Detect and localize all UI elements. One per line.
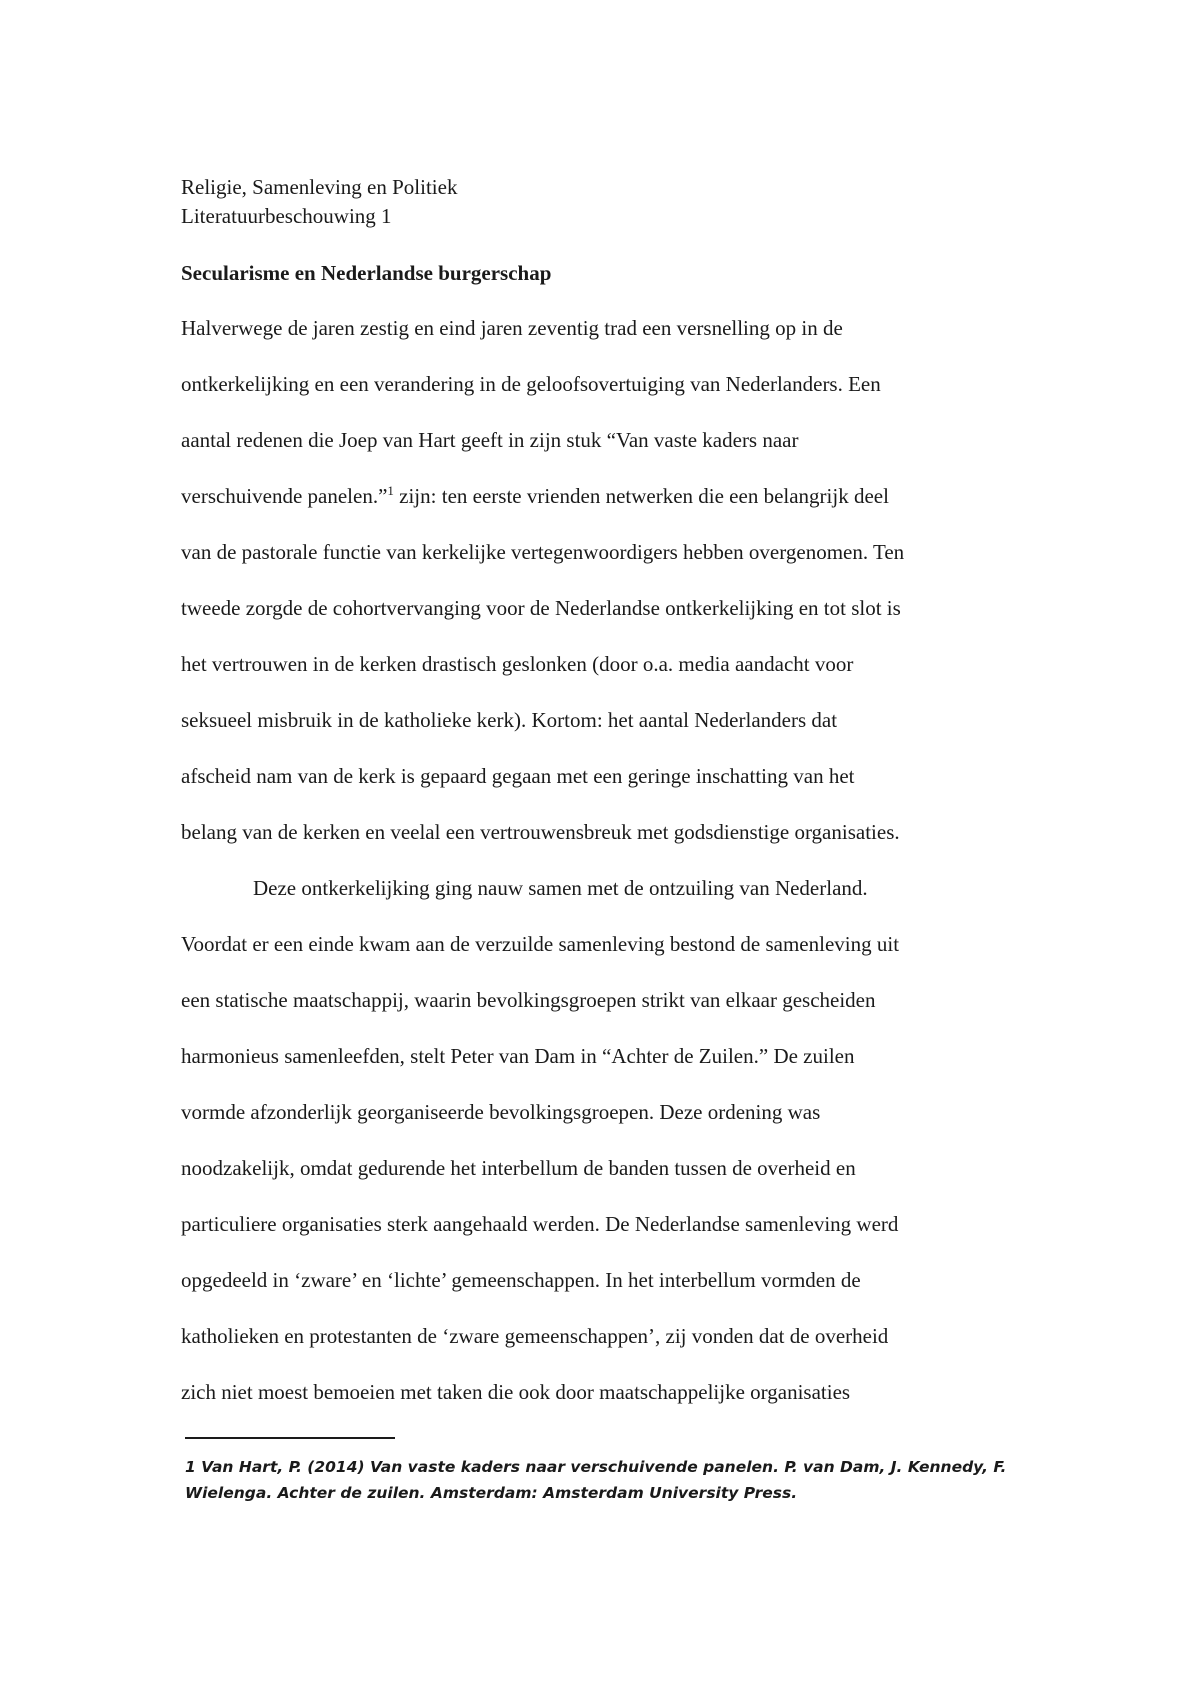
- assignment-name: Literatuurbeschouwing 1: [181, 204, 392, 228]
- paragraph-1-line-4: [181, 482, 889, 510]
- paragraph-1-line-3: aantal redenen die Joep van Hart geeft in zijn stuk “Van vaste kaders naar: [181, 428, 799, 452]
- paragraph-1-line-8: seksueel misbruik in de katholieke kerk). Kortom: het aantal Nederlanders dat: [181, 708, 838, 732]
- footnote-reference[interactable]: 1: [387, 483, 394, 498]
- paragraph-2-line-7: particuliere organisaties sterk aangehaald werden. De Nederlandse samenleving werd: [181, 1212, 899, 1236]
- paragraph-1-line-1: Halverwege de jaren zestig en eind jaren zeventig trad een versnelling op in de: [181, 316, 843, 340]
- paragraph-2-line-6: noodzakelijk, omdat gedurende het interbellum de banden tussen de overheid en: [181, 1156, 856, 1180]
- paragraph-1-line-5: van de pastorale functie van kerkelijke vertegenwoordigers hebben overgenomen. Ten: [181, 540, 905, 564]
- paragraph-2-line-8: opgedeeld in ‘zware’ en ‘lichte’ gemeenschappen. In het interbellum vormden de: [181, 1268, 861, 1292]
- paragraph-2-line-10: zich niet moest bemoeien met taken die ook door maatschappelijke organisaties: [181, 1380, 851, 1404]
- paragraph-1-line-9: afscheid nam van de kerk is gepaard gegaan met een geringe inschatting van het: [181, 764, 855, 788]
- paragraph-1-line-4-continuation: zijn: ten eerste vrienden netwerken die een belangrijk deel: [393, 484, 889, 508]
- paragraph-1-line-10: belang van de kerken en veelal een vertrouwensbreuk met godsdienstige organisaties.: [181, 820, 900, 844]
- footnote-line-2: Wielenga. Achter de zuilen. Amsterdam: Amsterdam University Press.: [185, 1484, 798, 1502]
- paragraph-1-line-4-text: verschuivende panelen.”: [181, 484, 388, 508]
- paragraph-2-line-9: katholieken en protestanten de ‘zware gemeenschappen’, zij vonden dat de overheid: [181, 1324, 889, 1348]
- paragraph-2-line-5: vormde afzonderlijk georganiseerde bevolkingsgroepen. Deze ordening was: [181, 1100, 821, 1124]
- paragraph-1-line-7: het vertrouwen in de kerken drastisch geslonken (door o.a. media aandacht voor: [181, 652, 854, 676]
- paragraph-1-line-2: ontkerkelijking en een verandering in de geloofsovertuiging van Nederlanders. Een: [181, 372, 881, 396]
- paragraph-2-line-1: Deze ontkerkelijking ging nauw samen met de ontzuiling van Nederland.: [253, 876, 868, 900]
- document-title: Secularisme en Nederlandse burgerschap: [181, 261, 552, 285]
- paragraph-2-line-4: harmonieus samenleefden, stelt Peter van Dam in “Achter de Zuilen.” De zuilen: [181, 1044, 855, 1068]
- footnote-separator: [185, 1437, 395, 1439]
- paragraph-1-line-6: tweede zorgde de cohortvervanging voor de Nederlandse ontkerkelijking en tot slot is: [181, 596, 901, 620]
- paragraph-2-line-3: een statische maatschappij, waarin bevolkingsgroepen strikt van elkaar gescheiden: [181, 988, 876, 1012]
- paragraph-2-line-2: Voordat er een einde kwam aan de verzuilde samenleving bestond de samenleving uit: [181, 932, 900, 956]
- course-name: Religie, Samenleving en Politiek: [181, 175, 458, 199]
- footnote-line-1: 1 Van Hart, P. (2014) Van vaste kaders naar verschuivende panelen. P. van Dam, J. Kennedy, F.: [185, 1458, 1007, 1476]
